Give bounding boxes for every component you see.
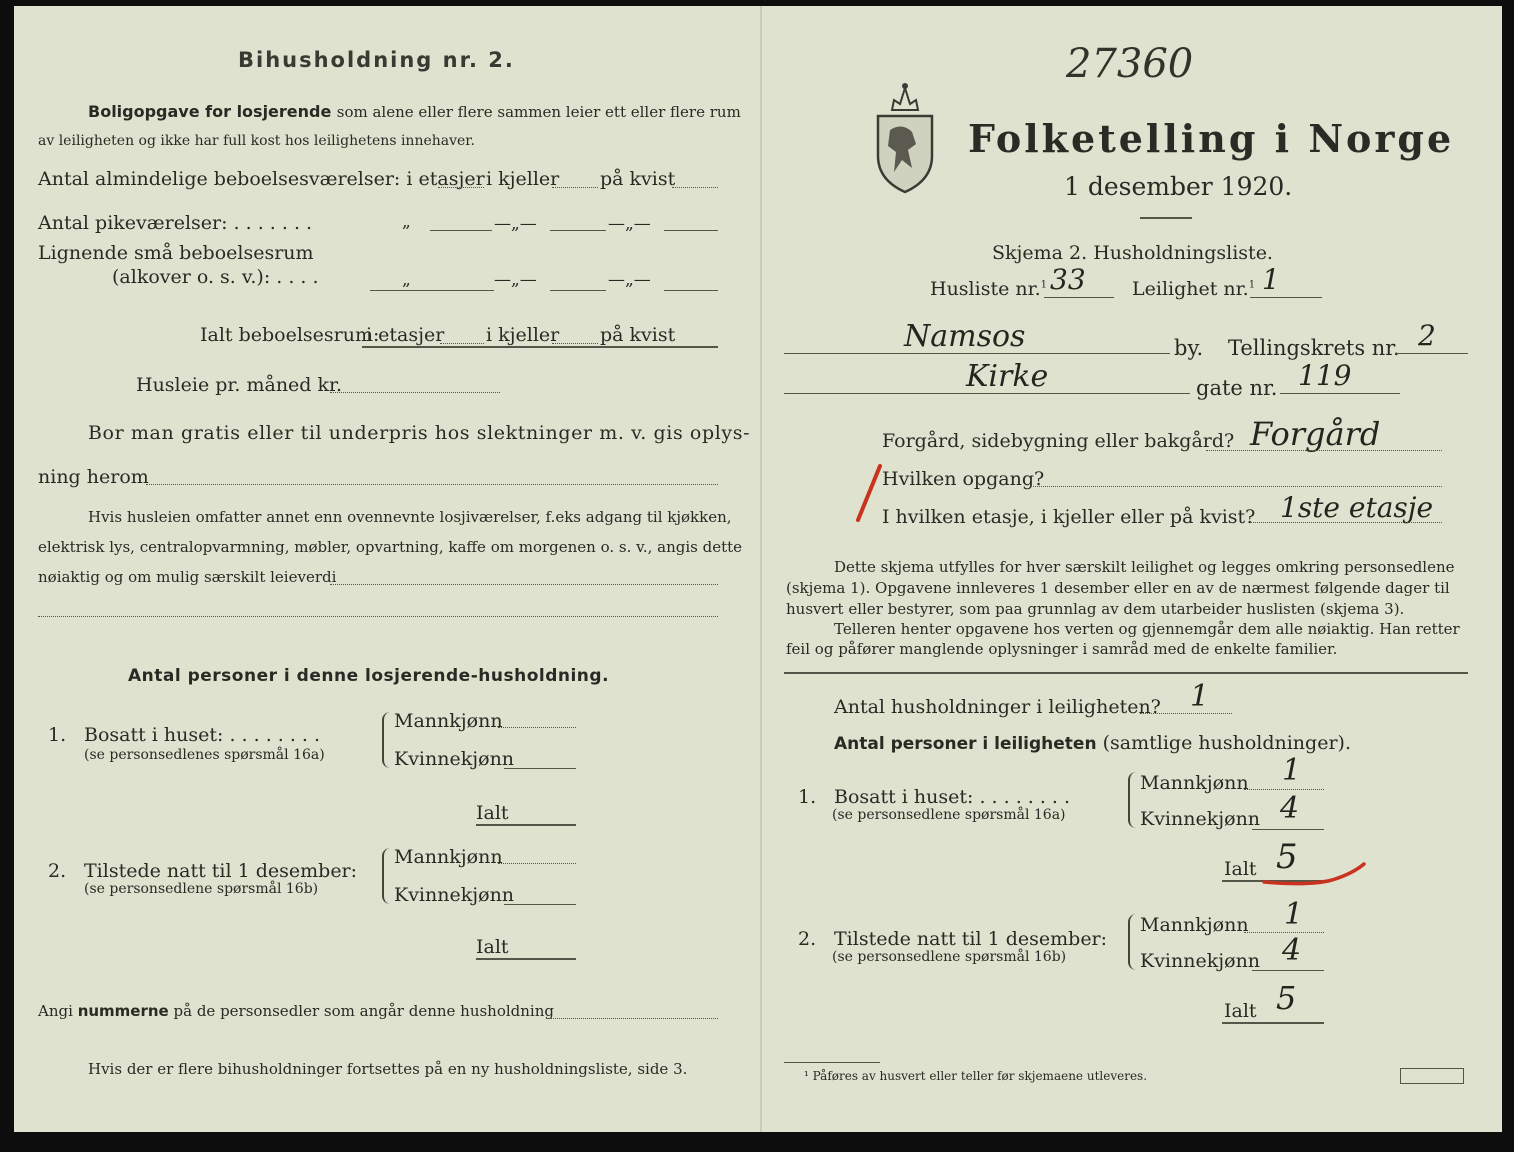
etasje-value[interactable]: 1ste etasje [1280,491,1434,524]
left-footer: Hvis der er flere bihusholdninger fortsettes på en ny husholdningsliste, side 3. [88,1060,688,1078]
husliste-text: Husliste nr. [930,278,1041,300]
by-label: by. [1174,336,1204,360]
small-rooms-label-2: (alkover o. s. v.): . . . . [112,266,319,288]
gate-label: gate nr. [1196,376,1278,400]
husleie-field[interactable] [330,392,500,393]
forgard-field [1206,450,1442,451]
page-fold [760,6,762,1132]
left-q1-kvinne: Kvinnekjønn [394,748,515,770]
right-q2-kvinne-value[interactable]: 4 [1282,933,1302,968]
right-q1-kvinne-value[interactable]: 4 [1280,791,1300,826]
instr-2: (skjema 1). Opgavene innleveres 1 desember eller en av de nærmest følgende dager til [786,579,1450,597]
left-q2-brace [382,848,390,904]
printer-stamp [1400,1068,1464,1084]
right-q2-ialt-value[interactable]: 5 [1276,979,1297,1017]
right-q2-kvinne-field [1252,970,1324,971]
intro-bold: Boligopgave for losjerende [88,102,332,121]
footnote: ¹ Påføres av husvert eller teller før skjemaene utleveres. [804,1069,1148,1083]
right-q2-label: Tilstede natt til 1 desember: [834,928,1108,950]
krets-label: Tellingskrets nr. [1228,336,1400,360]
right-q2-sub: (se personsedlene spørsmål 16b) [832,949,1067,965]
small-ditto-2: —„— [494,270,537,290]
opgang-label: Hvilken opgang? [882,468,1045,490]
etasje-field [1250,522,1442,523]
street-field [784,393,1190,394]
right-date: 1 desember 1920. [1064,172,1293,201]
schema-label: Skjema 2. Husholdningsliste. [992,242,1273,264]
right-q1-ialt-value[interactable]: 5 [1276,837,1298,877]
right-q1-kvinne-field [1252,829,1324,830]
right-q1-ialt: Ialt [1224,858,1257,880]
right-q2-ialt-field [1222,1022,1324,1024]
husliste-value[interactable]: 33 [1050,263,1086,296]
ialt-rooms-etasjer: i etasjer [366,324,445,346]
rooms-kjeller-field[interactable] [552,187,598,188]
rooms-kvist: på kvist [600,168,676,190]
ialt-etasjer-field[interactable] [440,343,484,344]
left-q1-kvinne-field[interactable] [504,768,576,769]
pike-kjeller-field[interactable] [550,230,606,231]
red-underline-mark [1260,860,1370,890]
opgang-field[interactable] [1030,486,1442,487]
left-q1-sub: (se personsedlenes spørsmål 16a) [84,747,325,763]
rooms-etasjer-field[interactable] [438,187,484,188]
hvis-line-2: elektrisk lys, centralopvarmning, møbler, opvartning, kaffe om morgenen o. s. v., angis dette [38,538,743,556]
pike-ditto-2: —„— [494,214,537,234]
leieverdi-field-2[interactable] [38,616,718,617]
instr-3: husvert eller bestyrer, som paa grunnlag av dem utarbeider huslisten (skjema 3). [786,600,1405,618]
archive-number: 27360 [1066,41,1194,87]
ialt-rooms-kvist: på kvist [600,324,676,346]
right-q2-mann: Mannkjønn [1140,914,1249,936]
angi-line [38,1004,554,1019]
left-q2-kvinne: Kvinnekjønn [394,884,515,906]
rooms-label: Antal almindelige beboelsesværelser: i etasjer [38,168,485,190]
rooms-kvist-field[interactable] [672,187,718,188]
left-q2-sub: (se personsedlene spørsmål 16b) [84,881,319,897]
left-q2-num: 2. [48,860,67,882]
pike-kvist-field[interactable] [664,230,718,231]
small-rooms-label-1: Lignende små beboelsesrum [38,242,314,264]
gratis-line-1: Bor man gratis eller til underpris hos slektninger m. v. gis oplys- [88,422,751,444]
footnote-rule [784,1062,880,1063]
krets-field [1396,353,1468,354]
right-q1-num: 1. [798,786,817,808]
left-q1-ialt-field[interactable] [476,824,576,826]
instr-5: feil og påfører manglende oplysninger i samråd med de enkelte familier. [786,640,1338,658]
left-q2-ialt-field[interactable] [476,958,576,960]
small-ditto-3: —„— [608,270,651,290]
small-rooms-etasjer-field[interactable] [370,290,494,291]
ialt-kjeller-field[interactable] [552,343,598,344]
right-q1-mann: Mannkjønn [1140,772,1249,794]
angi-pre: Angi [38,1002,73,1020]
persons-rest: (samtlige husholdninger). [1102,732,1351,754]
husleie-label: Husleie pr. måned kr. [136,374,343,396]
gratis-line-2: ning herom [38,466,149,488]
coat-of-arms-icon [872,80,938,196]
right-q1-label: Bosatt i huset: . . . . . . . . [834,786,1071,808]
leilighet-text: Leilighet nr. [1132,278,1249,300]
hush-label: Antal husholdninger i leiligheten? [834,696,1161,718]
street-value[interactable]: Kirke [966,359,1049,394]
angi-rest: på de personsedler som angår denne husholdning [173,1002,554,1020]
pike-ditto: „ [402,212,411,232]
right-q1-sub: (se personsedlene spørsmål 16a) [832,807,1066,823]
gate-value[interactable]: 119 [1298,359,1352,392]
left-q1-num: 1. [48,724,67,746]
small-rooms-kjeller-field[interactable] [550,290,606,291]
hush-value[interactable]: 1 [1190,679,1210,714]
pike-label: Antal pikeværelser: . . . . . . . [38,212,313,234]
right-q2-num: 2. [798,928,817,950]
right-q1-mann-value[interactable]: 1 [1282,753,1302,788]
left-title: Bihusholdning nr. 2. [238,48,515,72]
right-q1-mann-field [1244,789,1324,790]
ialt-rooms-underline [362,346,718,348]
intro-rest: som alene eller flere sammen leier ett eller flere rum [336,103,741,121]
left-q2-mann: Mannkjønn [394,846,503,868]
left-q1-ialt: Ialt [476,802,509,824]
right-q1-brace [1128,772,1136,828]
hush-field [1140,713,1232,714]
small-rooms-kvist-field[interactable] [664,290,718,291]
pike-etasjer-field[interactable] [430,230,492,231]
instr-divider [784,672,1468,674]
intro-line-2: av leiligheten og ikke har full kost hos leilighetens innehaver. [38,133,475,149]
left-q2-label: Tilstede natt til 1 desember: [84,860,358,882]
left-persons-heading: Antal personer i denne losjerende-husholdning. [128,666,610,686]
husliste-label: Husliste nr.$^1$ [930,278,1048,300]
hvis-line-1: Hvis husleien omfatter annet enn ovennevnte losjiværelser, f.eks adgang til kjøkken, [88,508,732,526]
ialt-rooms-kjeller: i kjeller [486,324,560,346]
city-value[interactable]: Namsos [904,319,1026,354]
forgard-value[interactable]: Forgård [1250,415,1381,453]
city-field [784,353,1170,354]
husliste-field [1044,297,1114,298]
right-q2-kvinne: Kvinnekjønn [1140,950,1261,972]
left-q1-brace [382,712,390,768]
right-q2-ialt: Ialt [1224,1000,1257,1022]
title-divider [1140,217,1192,219]
angi-bold: nummerne [77,1002,169,1020]
ialt-rooms-label: Ialt beboelsesrum: [200,324,380,346]
right-q2-mann-value[interactable]: 1 [1284,897,1304,932]
persons-bold: Antal personer i leiligheten [834,734,1097,754]
angi-field[interactable] [548,1018,718,1019]
intro-line-1 [88,104,741,121]
small-ditto-1: „ [402,270,411,290]
left-q1-label: Bosatt i huset: . . . . . . . . [84,724,321,746]
gate-field [1280,393,1400,394]
right-title: Folketelling i Norge [968,116,1455,161]
left-q2-kvinne-field[interactable] [504,904,576,905]
right-persons-heading [834,734,1351,753]
hvis-line-3: nøiaktig og om mulig særskilt leieverdi [38,568,337,586]
krets-value[interactable]: 2 [1418,319,1436,352]
forgard-label: Forgård, sidebygning eller bakgård? [882,430,1235,452]
leieverdi-field[interactable] [330,584,718,585]
red-check-mark [850,462,886,526]
leilighet-field [1250,297,1322,298]
leilighet-label: Leilighet nr.$^1$ [1132,278,1256,300]
etasje-label: I hvilken etasje, i kjeller eller på kvist? [882,506,1256,528]
leilighet-value[interactable]: 1 [1262,263,1280,296]
left-q1-mann-field[interactable] [498,727,576,728]
instr-1: Dette skjema utfylles for hver særskilt leilighet og legges omkring personsedlene [834,558,1455,576]
right-q1-kvinne: Kvinnekjønn [1140,808,1261,830]
rooms-kjeller: i kjeller [486,168,560,190]
gratis-field[interactable] [146,484,718,485]
instr-4: Telleren henter opgavene hos verten og gjennemgår dem alle nøiaktig. Han retter [834,620,1460,638]
pike-ditto-3: —„— [608,214,651,234]
right-q2-brace [1128,914,1136,970]
left-q2-mann-field[interactable] [498,863,576,864]
left-q2-ialt: Ialt [476,936,509,958]
left-q1-mann: Mannkjønn [394,710,503,732]
